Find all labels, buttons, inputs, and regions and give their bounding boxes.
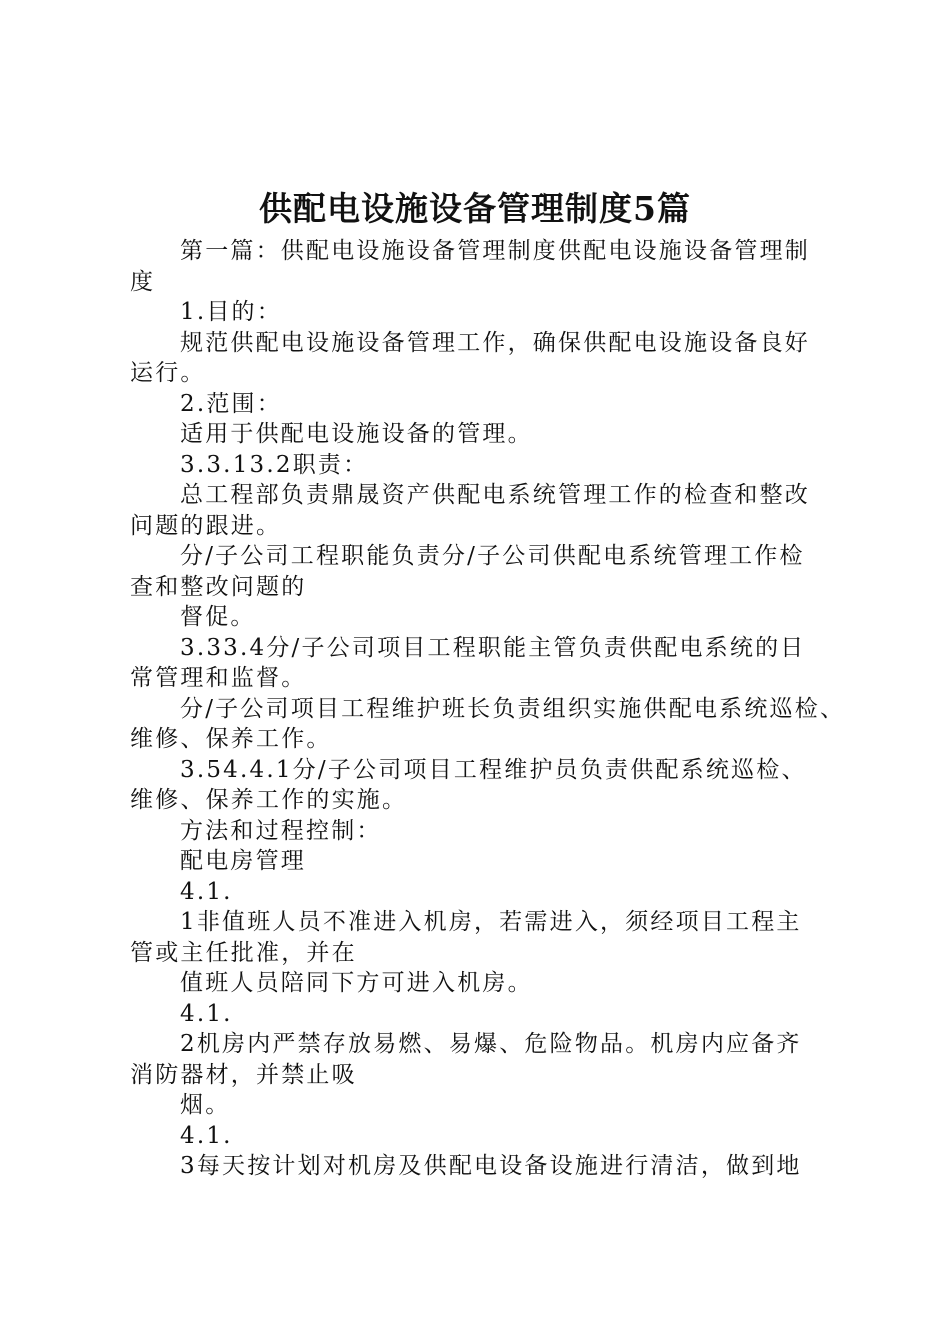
text-line: 3每天按计划对机房及供配电设备设施进行清洁，做到地 (180, 1153, 802, 1179)
document-body (130, 236, 846, 1182)
text-line: 4.1. (180, 1122, 233, 1149)
text-line: 1非值班人员不准进入机房，若需进入，须经项目工程主 (180, 909, 802, 935)
text-line: 消防器材，并禁止吸 (130, 1061, 357, 1088)
text-line: 运行。 (130, 360, 206, 386)
text-line: 1.目的： (180, 299, 282, 325)
text-line: 管或主任批准，并在 (130, 939, 357, 966)
text-line: 第一篇：供配电设施设备管理制度供配电设施设备管理制 (180, 238, 810, 264)
text-line: 度 (130, 268, 156, 295)
text-line: 适用于供配电设施设备的管理。 (180, 421, 533, 447)
text-line: 分/子公司工程职能负责分/子公司供配电系统管理工作检 (180, 543, 805, 569)
text-line: 烟。 (180, 1092, 231, 1118)
text-line: 维修、保养工作。 (130, 726, 332, 752)
text-line: 2.范围： (180, 390, 282, 417)
text-line: 3.33.4分/子公司项目工程职能主管负责供配电系统的日 (180, 634, 806, 661)
text-line: 4.1. (180, 1000, 233, 1027)
text-line: 督促。 (180, 604, 256, 630)
text-line: 常管理和监督。 (130, 665, 307, 691)
text-line: 规范供配电设施设备管理工作，确保供配电设施设备良好 (180, 329, 810, 356)
text-line: 4.1. (180, 878, 233, 905)
text-line: 3.54.4.1分/子公司项目工程维护员负责供配系统巡检、 (180, 756, 807, 783)
text-line: 查和整改问题的 (130, 573, 307, 600)
text-line: 维修、保养工作的实施。 (130, 787, 408, 813)
text-line: 问题的跟进。 (130, 512, 282, 539)
text-line: 3.3.13.2职责： (180, 451, 369, 478)
text-line: 配电房管理 (180, 848, 306, 874)
document-title: 供配电设施设备管理制度5篇 (259, 189, 691, 228)
text-line: 2机房内严禁存放易燃、易爆、危险物品。机房内应备齐 (180, 1031, 802, 1057)
text-line: 值班人员陪同下方可进入机房。 (180, 970, 533, 996)
text-line: 总工程部负责鼎晟资产供配电系统管理工作的检查和整改 (180, 482, 810, 508)
text-line: 分/子公司项目工程维护班长负责组织实施供配电系统巡检、 (180, 695, 846, 722)
text-line: 方法和过程控制： (180, 817, 382, 844)
